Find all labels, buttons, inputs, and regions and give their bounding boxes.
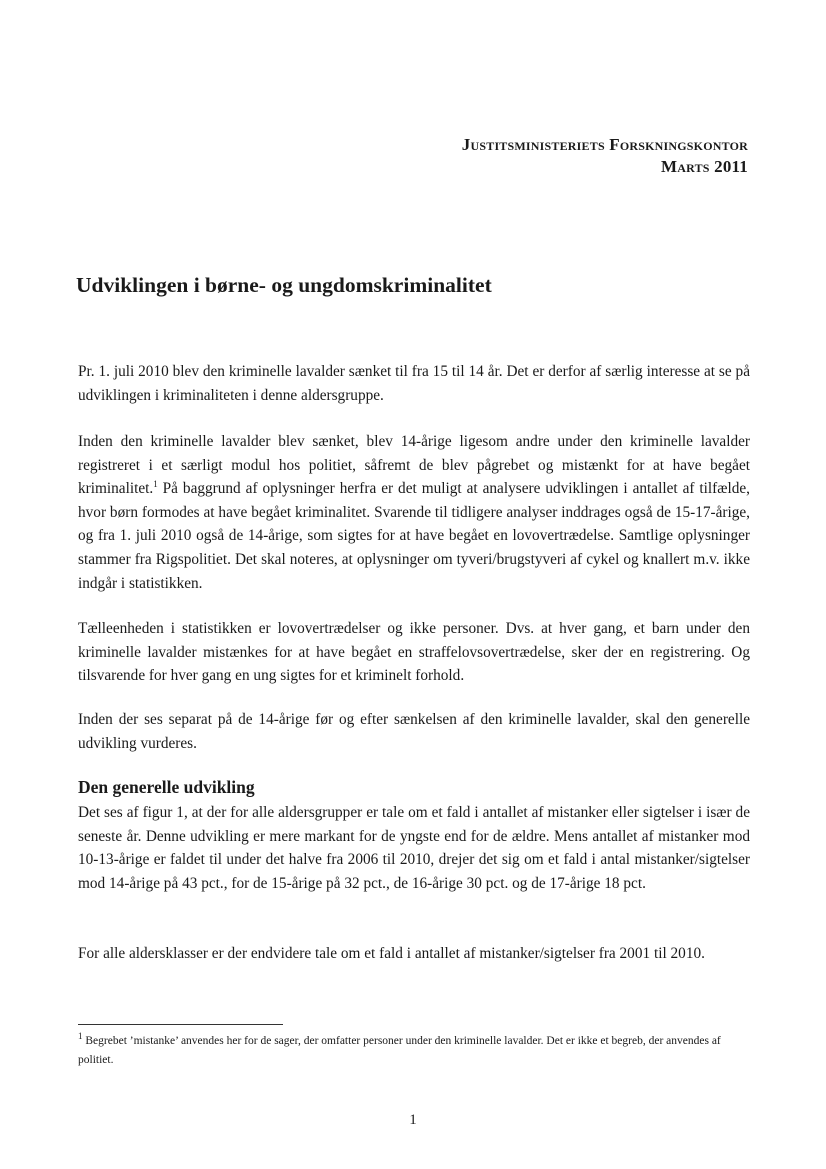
paragraph-intro: Pr. 1. juli 2010 blev den kriminelle lavalder sænket til fra 15 til 14 år. Det er derfor af særlig interesse at se på udviklingen i kriminaliteten i denne aldersgruppe.: [78, 363, 750, 404]
paragraph-registration-part-b: På baggrund af oplysninger herfra er det muligt at analysere udviklingen i antallet af tilfælde, hvor børn formodes at have begået kriminalitet. Svarende til tidligere analyser inddrages også de 15-17-årige, og fra 1. juli 2010 også de 14-årige, som sigtes for at have begået en lovovertrædelse. Samtlige oplysninger stammer fra Rigspolitiet. Det skal noteres, at oplysninger om tyveri/brugstyveri af cykel og knallert m.v. ikke indgår i statistikken.: [78, 480, 750, 592]
page-header: [462, 134, 748, 178]
footnote-divider: [78, 1024, 283, 1025]
paragraph-registration: [78, 430, 750, 595]
section-heading: Den generelle udvikling: [78, 777, 255, 797]
footnote-marker: 1: [78, 1031, 83, 1042]
publication-date: Marts 2011: [661, 157, 748, 176]
footnote-text: Begrebet ’mistanke’ anvendes her for de sager, der omfatter personer under den kriminelle lavalder. Det er ikke et begreb, der anvendes af politiet.: [78, 1035, 721, 1066]
paragraph-counting-unit: Tælleenheden i statistikken er lovovertrædelser og ikke personer. Dvs. at hver gang, et barn under den kriminelle lavalder mistænkes for at have begået en straffelovsovertrædelse, sker der en registrering. Og tilsvarende for hver gang en ung sigtes for et kriminelt forhold.: [78, 620, 750, 685]
paragraph-general-trend: Det ses af figur 1, at der for alle aldersgrupper er tale om et fald i antallet af mistanker eller sigtelser i især de seneste år. Denne udvikling er mere markant for de yngste end for de ældre. Mens antallet af mistanker mod 10-13-årige er faldet til under det halve fra 2006 til 2010, drejer det sig om et fald i antal mistanker/sigtelser mod 14-årige på 43 pct., for de 15-årige på 32 pct., de 16-årige 30 pct. og de 17-årige 18 pct.: [78, 804, 750, 892]
paragraph-registration-part-a: Inden den kriminelle lavalder blev sænket, blev 14-årige ligesom andre under den kriminelle lavalder registreret i et særligt modul hos politiet, såfremt de blev pågrebet og mistænkt for at have begået kriminalitet.: [78, 433, 750, 498]
footnote: [78, 1032, 738, 1070]
document-title: Udviklingen i børne- og ungdomskriminalitet: [76, 273, 492, 297]
page-number: 1: [409, 1112, 417, 1128]
paragraph-all-ages: For alle aldersklasser er der endvidere tale om et fald i antallet af mistanker/sigtelser fra 2001 til 2010.: [78, 945, 705, 962]
paragraph-transition: Inden der ses separat på de 14-årige før og efter sænkelsen af den kriminelle lavalder, skal den generelle udvikling vurderes.: [78, 711, 750, 752]
footnote-reference[interactable]: 1: [153, 479, 158, 490]
organization-name: Justitsministeriets Forskningskontor: [461, 135, 748, 154]
